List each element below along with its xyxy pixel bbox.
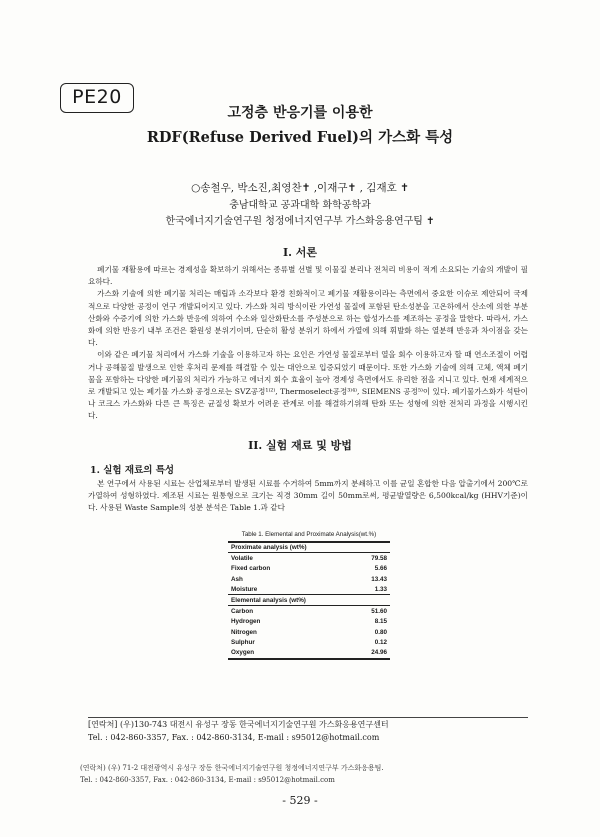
row-value: 1.33	[374, 585, 387, 593]
title-english: RDF(Refuse Derived Fuel)의 가스화 특성	[146, 129, 454, 146]
row-label: Ash	[231, 575, 243, 583]
group-label: Proximate analysis (wt%)	[228, 542, 390, 553]
affiliation-2: 한국에너지기술연구원 청정에너지연구부 가스화응용연구팀 ✝	[165, 216, 435, 227]
table-group-header	[228, 542, 390, 553]
section-1-heading: I. 서론	[282, 246, 318, 259]
section-2-paragraph-1: 본 연구에서 사용된 시료는 산업체로부터 발생된 시료를 수거하여 5mm까지 분쇄하고 이를 균일 혼합한 다음 압출기에서 200℃로 가열하여 성형하였다. 제조된 시료는 원통형으로 크기는 직경 30mm 길이 50mm로써, 평균발열량은 6,500kcal/kg (HHV기준)이다. 사용된 Waste Sample의 성분 분석은 Table 1.과 같다	[88, 479, 528, 513]
title-korean: 고정층 반응기를 이용한	[227, 105, 373, 121]
section-1-paragraph-3: 이와 같은 폐기물 처리에서 가스화 기술을 이용하고자 하는 요인은 가연성 물질로부터 열을 회수 이용하고자 할 때 연소조절이 어렵거나 공해물질 발생으로 인한 후처리 문제를 해결할 수 있는 대안으로 입증되었기 때문이다. 또한 가스화 기술에 의해 고체, 액체 폐기물을 포함하는 다양한 폐기물의 처리가 가능하고 에너지 회수 효율이 높아 경제성 측면에서도 유리한 점을 지니고 있다. 현재 세계적으로 개발되고 있는 폐기물 가스화 공정으로는 SVZ공정¹⁾²⁾, Thermoselect공정³⁾⁴⁾, SIEMENS 공정⁵⁾이 있다. 폐기물가스화가 석탄이나 코크스 가스화와 다른 큰 특징은 균질성 확보가 어려운 관계로 이를 해결하기위해 탄화 또는 성형에 의한 전처리 과정을 시행시킨다.	[88, 350, 528, 421]
row-value: 79.58	[371, 554, 387, 562]
analysis-table	[228, 541, 390, 660]
contact-address: [연락처] (우)130-743 대전시 유성구 장동 한국에너지기술연구원 가스화응용연구센터	[88, 720, 389, 729]
table-caption: Table 1. Elemental and Proximate Analysis(wt.%)	[241, 531, 377, 538]
row-value: 0.12	[374, 639, 387, 647]
row-label: Hydrogen	[231, 617, 261, 625]
contact-block	[88, 718, 389, 744]
section-1-body	[88, 264, 528, 423]
affiliation-1: 충남대학교 공과대학 화학공학과	[229, 200, 371, 211]
section-1-paragraph-1: 폐기물 재활용에 따르는 경제성을 확보하기 위해서는 종류별 선별 및 이물질 분리나 전처리 비용이 적게 소요되는 기술의 개발이 필요하다.	[88, 265, 528, 287]
contact-block-duplicate	[80, 762, 384, 786]
row-label: Nitrogen	[231, 628, 257, 636]
row-label: Oxygen	[228, 648, 348, 659]
row-label: Carbon	[231, 607, 254, 615]
contact-address-duplicate: (연락처) (우) 71-2 대전광역시 유성구 장동 한국에너지기술연구원 청정에너지연구부 가스화응용팀.	[80, 764, 384, 772]
table-row	[228, 584, 390, 595]
row-label: Volatile	[231, 554, 253, 562]
section-1-paragraph-2: 가스화 기술에 의한 폐기물 처리는 매립과 소각보다 환경 친화적이고 폐기물 재활용이라는 측면에서 중요한 이슈로 제안되어 국제적으로 다양한 공정이 연구 개발되어지고 있다. 가스화 처리 방식이란 가연성 물질에 포함된 탄소성분을 고온하에서 산소에 의한 부분산화와 수증기에 의한 가스화 반응에 의하여 수소와 일산화탄소를 주성분으로 하는 합성가스를 제조하는 공정을 말한다. 따라서, 가스화에 의한 반응기 내부 조건은 환원성 분위기이며, 단순히 활성 분위기 하에서 가열에 의해 휘발화 하는 열분해 반응과 차이점을 갖는다.	[88, 289, 528, 348]
section-2-body	[88, 478, 528, 515]
table-row	[228, 563, 390, 574]
row-value: 0.80	[374, 628, 387, 636]
table-1	[228, 531, 390, 660]
table-row	[228, 616, 390, 627]
row-value: 51.60	[371, 607, 387, 615]
section-2-heading: II. 실험 재료 및 방법	[248, 439, 352, 452]
table-row	[228, 574, 390, 585]
row-label: Fixed carbon	[231, 564, 271, 572]
table-row	[228, 637, 390, 648]
group-label: Elemental analysis (wt%)	[228, 595, 390, 606]
page-number: - 529 -	[282, 794, 318, 807]
table-group-header	[228, 595, 390, 606]
paper-code-box: PE20	[60, 83, 134, 113]
table-row	[228, 606, 390, 617]
row-value: 24.96	[348, 648, 390, 659]
authors: ○송철우, 박소진,최영찬✝ ,이재구✝ , 김재호 ✝	[191, 182, 409, 194]
row-value: 5.66	[374, 564, 387, 572]
contact-phone-email-duplicate: Tel. : 042-860-3357, Fax. : 042-860-3134, E-mail : s95012@hotmail.com	[80, 776, 335, 784]
table-row	[228, 648, 390, 659]
row-value: 8.15	[374, 617, 387, 625]
row-label: Sulphur	[231, 639, 255, 647]
table-row	[228, 627, 390, 638]
contact-phone-email: Tel. : 042-860-3357, Fax. : 042-860-3134, E-mail : s95012@hotmail.com	[88, 733, 380, 742]
subsection-1-heading: 1. 실험 재료의 특성	[90, 465, 175, 476]
row-value: 13.43	[371, 575, 387, 583]
row-label: Moisture	[231, 585, 258, 593]
table-row	[228, 553, 390, 564]
